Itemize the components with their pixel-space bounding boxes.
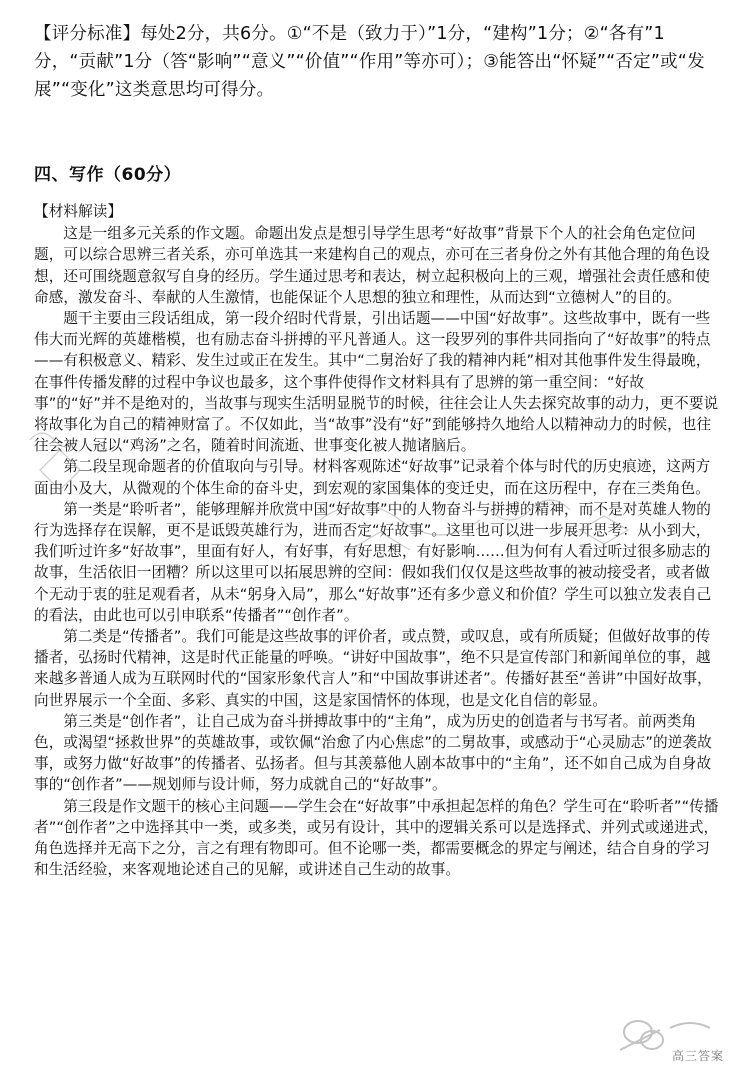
section-heading: 四、写作（60分） [34,165,182,185]
wechat-icon [610,1010,730,1070]
analysis-paragraph: 第二段呈现命题者的价值取向与引导。材料客观陈述“好故事”记录着个体与时代的历史痕迹，这两方面由小及大，从微观的个体生命的奋斗史，到宏观的家国集体的变迁史，而在这历程中，存在三类角色。 [34,458,711,497]
analysis-paragraph: 第一类是“聆听者”，能够理解并欣赏中国“好故事”中的人物奋斗与拼搏的精神，而不是对英雄人物的行为选择存在误解，更不是诋毁英雄行为，进而否定“好故事”。这里也可以进一步展开思考：从小到大，我们听过许多“好故事”，里面有好人，有好事，有好思想，有好影响……但为何有人看过听过很多励志的故事，生活依旧一团糟？所以这里可以拓展思辨的空间：假如我们仅仅是这些故事的被动接受者，或者做个无动于衷的驻足观看者，从未“躬身入局”，那么“好故事”还有多少意义和价值？学生可以独立发表自己的看法，由此也可以引申联系“传播者”“创作者”。 [34,500,712,624]
analysis-label: 【材料解读】 [34,203,123,220]
corner-brand-text: 高三答案 [671,1049,724,1063]
analysis-paragraph: 第三类是“创作者”，让自己成为奋斗拼搏故事中的“主角”，成为历史的创造者与书写者。前两类角色，或渴望“拯救世界”的英雄故事，或钦佩“治愈了内心焦虑”的二舅故事，或感动于“心灵励志”的逆袭故事，或努力做“好故事”的传播者、弘扬者。但与其羡慕他人剧本故事中的“主角”，还不如自己成为自身故事的“创作者”——规划师与设计师，努力成就自己的“好故事”。 [34,712,712,794]
analysis-paragraph: 第二类是“传播者”。我们可能是这些故事的评价者，或点赞，或叹息，或有所质疑；但做好故事的传播者，弘扬时代精神，这是时代正能量的呼唤。“讲好中国故事”，绝不只是宣传部门和新闻单位的事，越来越多普通人成为互联网时代的“国家形象代言人”和“中国故事讲述者”。传播好甚至“善讲”中国好故事，向世界展示一个全面、多彩、真实的中国，这是家国情怀的体现，也是文化自信的彰显。 [34,628,712,709]
material-analysis [34,201,720,881]
scoring-criteria [34,20,714,104]
analysis-paragraph: 这是一组多元关系的作文题。命题出发点是想引导学生思考“好故事”背景下个人的社会角色定位问题，可以综合思辨三者关系，亦可单选其一来建构自己的观点，亦可在三者身份之外有其他合理的角色设想，还可围绕题意叙写自身的经历。学生通过思考和表达，树立起积极向上的三观，增强社会责任感和使命感，激发奋斗、奉献的人生激情，也能保证个人思想的独立和理性，从而达到“立德树人”的目的。 [34,225,710,306]
corner-watermark [610,1010,730,1070]
analysis-paragraph: 第三段是作文题干的核心主问题——学生会在“好故事”中承担起怎样的角色？学生可在“聆听者”“传播者”“创作者”之中选择其中一类，或多类，或另有设计，其中的逻辑关系可以是选择式、并列式或递进式，角色选择并无高下之分，言之有理有物即可。但不论哪一类，都需要概念的界定与阐述，结合自身的学习和生活经验，来客观地论述自己的见解，或讲述自己生动的故事。 [34,797,719,879]
analysis-paragraph: 题干主要由三段话组成，第一段介绍时代背景，引出话题——中国“好故事”。这些故事中，既有一些伟大而光辉的英雄楷模，也有励志奋斗拼搏的平凡普通人。这一段罗列的事件共同指向了“好故事”的特点——有积极意义、精彩、发生过或正在发生。其中“二舅治好了我的精神内耗”相对其他事件发生得最晚，在事件传播发酵的过程中争议也最多，这个事件使得作文材料具有了思辨的第一重空间：“好故事”的“好”并不是绝对的，当故事与现实生活明显脱节的时候，往往会让人失去探究故事的动力，更不要说将故事化为自己的精神财富了。不仅如此，当“故事”没有“好”到能够持久地给人以精神动力的时候，也往往会被人冠以“鸡汤”之名，随着时间流逝、世事变化被人抛诸脑后。 [34,310,719,455]
scoring-text: 【评分标准】每处2分，共6分。①“不是（致力于）”1分，“建构”1分；②“各有”1分，“贡献”1分（答“影响”“意义”“价值”“作用”等亦可）；③能答出“怀疑”“否定”或“发展”“变化”这类意思均可得分。 [34,24,705,100]
